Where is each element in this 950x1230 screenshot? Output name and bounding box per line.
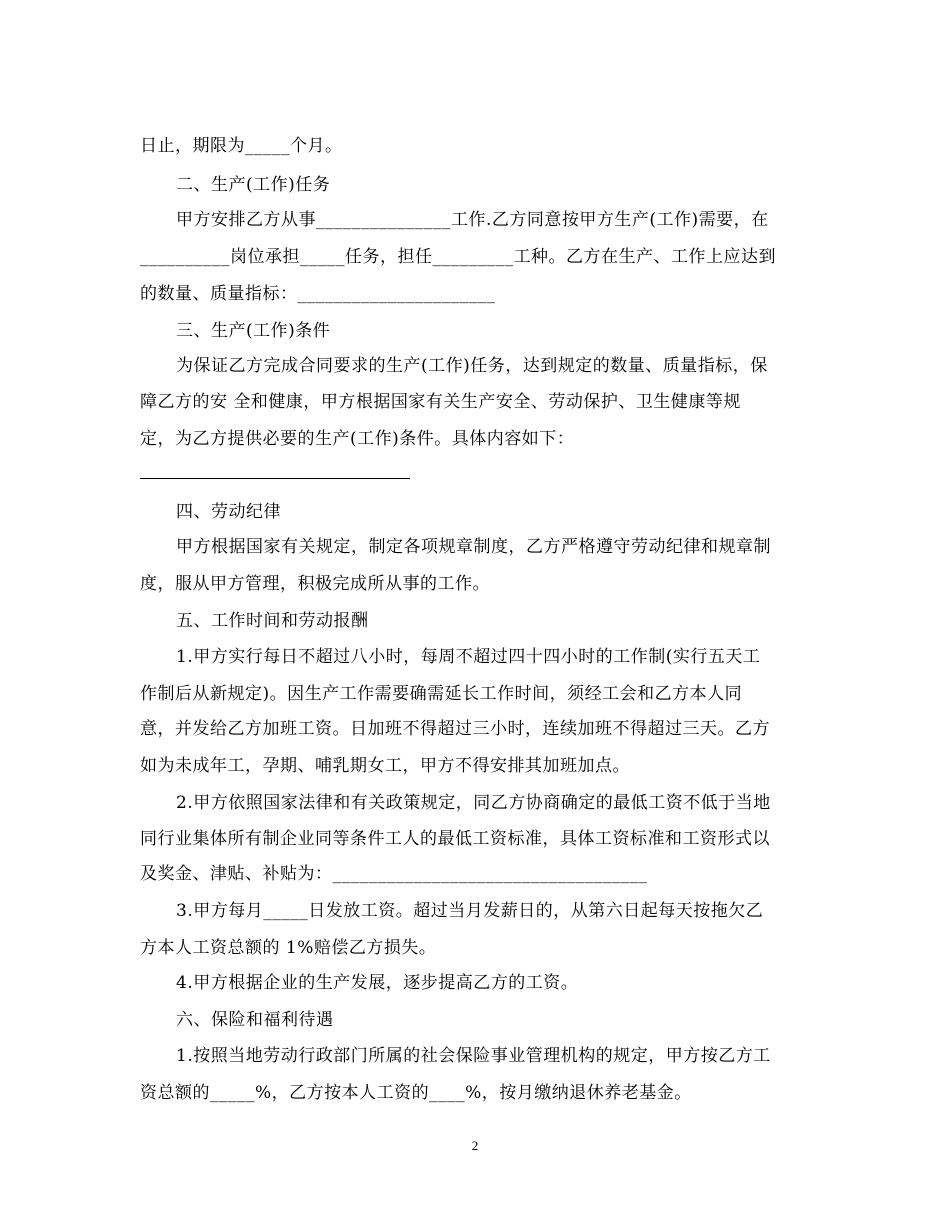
text-line: 意，并发给乙方加班工资。日加班不得超过三小时，连续加班不得超过三天。乙方 — [140, 719, 770, 739]
text-line: 4.甲方根据企业的生产发展，逐步提高乙方的工资。 — [176, 973, 579, 993]
text-line: 定，为乙方提供必要的生产(工作)条件。具体内容如下： — [140, 429, 575, 449]
blank-rule — [140, 478, 410, 479]
text-line: 1.甲方实行每日不超过八小时，每周不超过四十四小时的工作制(实行五天工 — [176, 647, 761, 667]
text-line: 2.甲方依照国家法律和有关政策规定，同乙方协商确定的最低工资不低于当地 — [176, 793, 771, 813]
text-line: __________岗位承担_____任务，担任_________工种。乙方在生产、工作上应达到 — [140, 247, 776, 267]
text-line: 为保证乙方完成合同要求的生产(工作)任务，达到规定的数量、质量指标，保 — [176, 356, 768, 376]
page-number: 2 — [471, 1138, 479, 1153]
section-heading: 四、劳动纪律 — [176, 502, 281, 522]
text-line: 甲方安排乙方从事_______________工作.乙方同意按甲方生产(工作)需要，在 — [176, 210, 769, 230]
section-heading: 五、工作时间和劳动报酬 — [176, 611, 369, 631]
section-heading: 二、生产(工作)任务 — [176, 175, 331, 195]
text-line: 如为未成年工，孕期、哺乳期女工，甲方不得安排其加班加点。 — [140, 756, 630, 776]
text-line: 资总额的_____%，乙方按本人工资的____%，按月缴纳退休养老基金。 — [140, 1083, 692, 1103]
text-line: 1.按照当地劳动行政部门所属的社会保险事业管理机构的规定，甲方按乙方工 — [176, 1046, 771, 1066]
text-line: 同行业集体所有制企业同等条件工人的最低工资标准，具体工资标准和工资形式以 — [140, 829, 770, 849]
section-heading: 六、保险和福利待遇 — [176, 1010, 334, 1030]
text-line: 甲方根据国家有关规定，制定各项规章制度，乙方严格遵守劳动纪律和规章制 — [176, 537, 771, 557]
text-line: 及奖金、津贴、补贴为：___________________________________ — [140, 864, 648, 884]
text-line: 3.甲方每月_____日发放工资。超过当月发薪日的，从第六日起每天按拖欠乙 — [176, 901, 764, 921]
text-line: 障乙方的安 全和健康，甲方根据国家有关生产安全、劳动保护、卫生健康等规 — [140, 392, 741, 412]
section-heading: 三、生产(工作)条件 — [176, 321, 331, 341]
text-line: 方本人工资总额的 1%赔偿乙方损失。 — [140, 938, 437, 958]
text-line: 日止，期限为_____个月。 — [140, 136, 343, 156]
text-line: 度，服从甲方管理，积极完成所从事的工作。 — [140, 574, 490, 594]
text-line: 的数量、质量指标：______________________ — [140, 284, 496, 304]
text-line: 作制后从新规定)。因生产工作需要确需延长工作时间，须经工会和乙方本人同 — [140, 684, 743, 704]
